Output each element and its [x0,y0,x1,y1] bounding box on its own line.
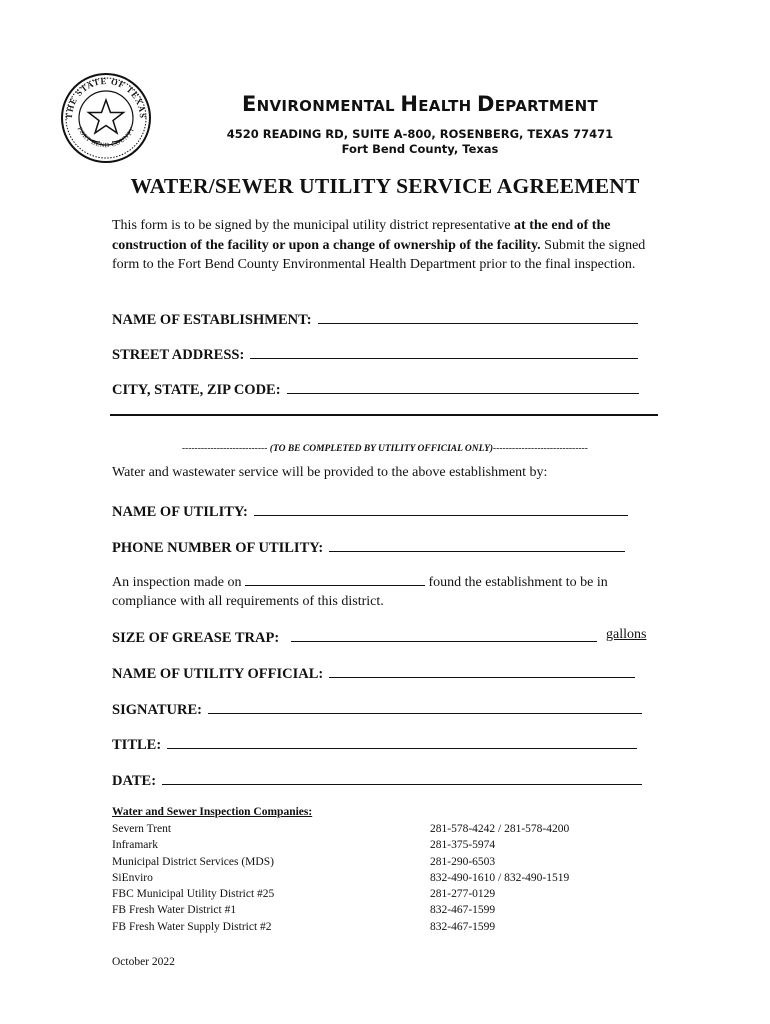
seal-bottom-text: FORT BEND COUNTY [75,125,137,150]
company-name: FB Fresh Water District #1 [112,904,237,917]
date-field: DATE: [112,770,642,790]
utility-phone-input[interactable] [329,537,625,552]
street-address-input[interactable] [250,344,638,359]
official-only-banner: --------------------------- (TO BE COMPLETED BY UTILITY OFFICIAL ONLY)------------------------------ [182,444,588,454]
city-state-zip-field: CITY, STATE, ZIP CODE: [112,379,639,399]
seal-top-text: THE STATE OF TEXAS [63,75,149,120]
date-input[interactable] [162,770,642,785]
company-phone: 281-277-0129 [430,888,496,901]
companies-heading: Water and Sewer Inspection Companies: [112,806,313,818]
department-address: 4520 READING RD, SUITE A-800, ROSENBERG, TEXAS 77471 [226,127,614,141]
establishment-name-input[interactable] [318,309,638,324]
company-phone: 281-578-4242 / 281-578-4200 [430,823,570,835]
signature-field: SIGNATURE: [112,699,642,719]
utility-name-input[interactable] [254,501,628,516]
title-input[interactable] [167,734,637,749]
companies-phones [430,821,569,935]
company-name: FB Fresh Water Supply District #2 [112,920,272,933]
utility-phone-field: PHONE NUMBER OF UTILITY: [112,537,625,557]
company-phone: 832-467-1599 [430,904,496,917]
company-phone: 832-467-1599 [430,920,496,933]
street-address-field: STREET ADDRESS: [112,344,638,364]
company-phone: 281-375-5974 [430,839,496,852]
inspection-date-input[interactable] [245,572,425,586]
official-name-input[interactable] [329,663,635,678]
company-name: SiEnviro [112,871,153,884]
revision-date: October 2022 [112,956,175,968]
signature-input[interactable] [208,699,642,714]
company-phone: 281-290-6503 [430,855,496,868]
utility-name-field: NAME OF UTILITY: [112,501,628,521]
inspection-statement: An inspection made on found the establishment to be in compliance with all requirements of this district. [112,572,608,611]
title-field: TITLE: [112,734,637,754]
company-name: Inframark [112,839,158,852]
company-phone: 832-490-1610 / 832-490-1519 [430,871,570,884]
company-name: Municipal District Services (MDS) [112,855,274,868]
companies-list [112,821,274,935]
form-title: WATER/SEWER UTILITY SERVICE AGREEMENT [130,174,640,198]
official-name-field: NAME OF UTILITY OFFICIAL: [112,663,635,683]
grease-trap-input[interactable] [291,627,597,642]
gallons-label: gallons [606,627,647,642]
intro-paragraph: This form is to be signed by the municipal utility district representative at the end of the construction of the facility or upon a change of ownership of the facility. Submit the signed form to the Fort Bend County Environmental Health Department prior to the final inspection. [112,218,646,272]
department-county: Fort Bend County, Texas [341,142,499,156]
service-statement: Water and wastewater service will be provided to the above establishment by: [112,465,548,480]
city-state-zip-input[interactable] [287,379,639,394]
section-divider [110,414,658,416]
department-title: ENVIRONMENTAL HEALTH DEPARTMENT [242,92,598,116]
establishment-name-field: NAME OF ESTABLISHMENT: [112,309,638,329]
company-name: Severn Trent [112,823,172,835]
grease-trap-field: SIZE OF GREASE TRAP: [112,627,597,647]
company-name: FBC Municipal Utility District #25 [112,888,275,901]
